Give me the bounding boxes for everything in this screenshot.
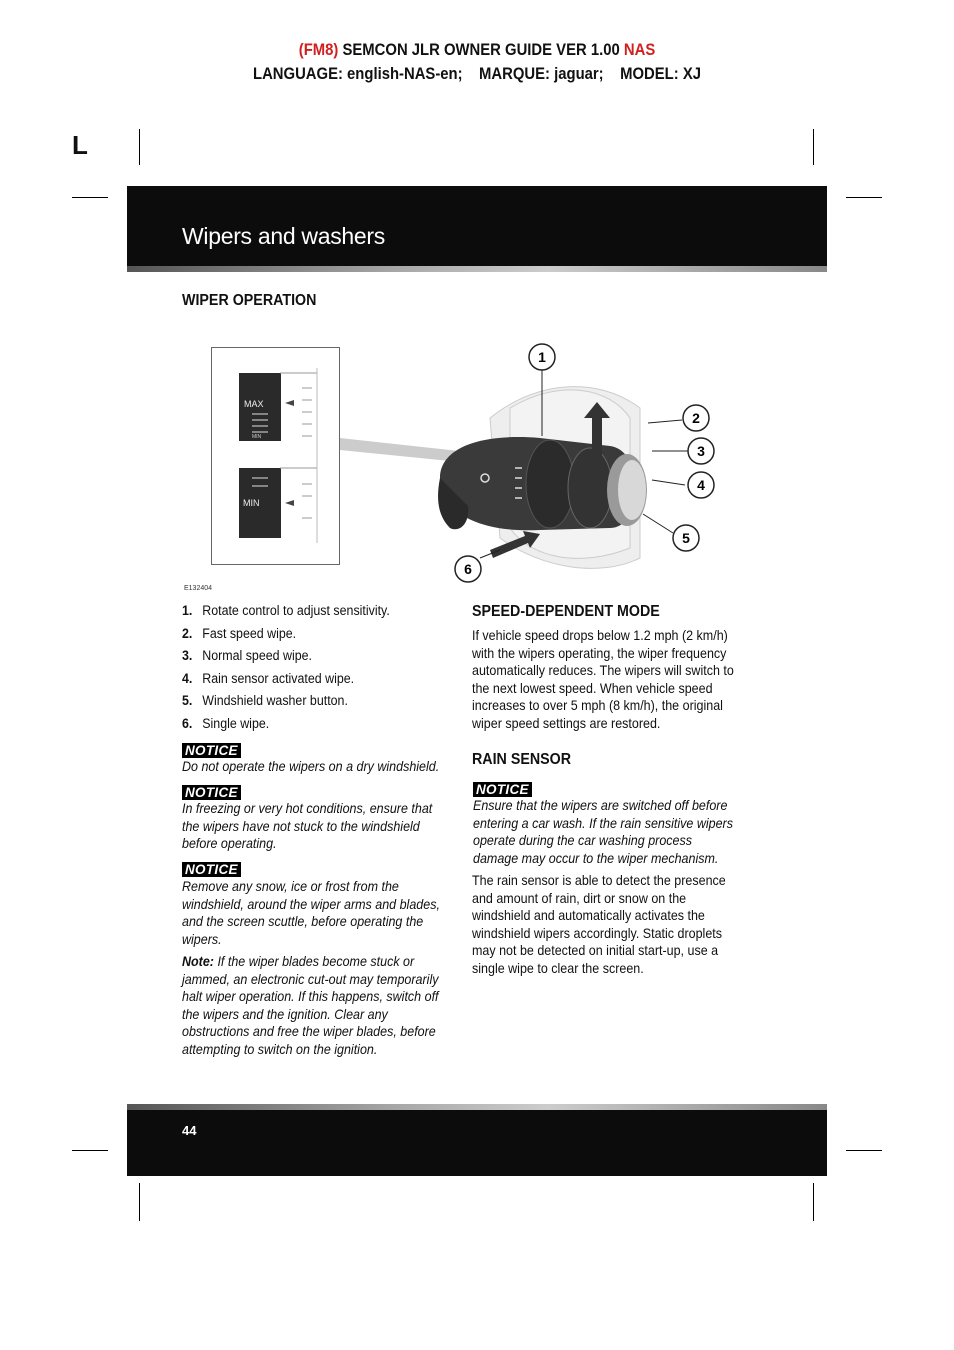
notice-badge: NOTICE xyxy=(473,782,532,797)
wiper-stalk-illustration xyxy=(340,338,740,588)
inset-max-label: MAX xyxy=(244,399,264,409)
notice-badge: NOTICE xyxy=(182,785,241,800)
corner-mark: L xyxy=(72,130,88,160)
crop-mark xyxy=(139,1183,140,1221)
note-label: Note: xyxy=(182,954,214,969)
inset-min-label: MIN xyxy=(243,498,260,508)
list-item: 4. Rain sensor activated wipe. xyxy=(182,670,355,686)
list-item: 6. Single wipe. xyxy=(182,715,270,731)
page-number: 44 xyxy=(182,1123,197,1138)
callout-6: 6 xyxy=(464,561,472,577)
header-code: (FM8) xyxy=(298,41,339,59)
svg-text:MIN: MIN xyxy=(252,434,262,440)
figure-code: E132404 xyxy=(184,585,213,592)
title-divider xyxy=(127,266,827,272)
crop-mark xyxy=(72,197,108,198)
notice-badge: NOTICE xyxy=(182,743,241,758)
callout-1: 1 xyxy=(538,349,546,365)
crop-mark xyxy=(813,129,814,165)
notice-text: In freezing or very hot conditions, ensure that the wipers have not stuck to the windshield before operating. xyxy=(182,801,433,852)
rain-sensor-heading: RAIN SENSOR xyxy=(472,751,572,768)
list-item: 2. Fast speed wipe. xyxy=(182,625,297,641)
callout-3: 3 xyxy=(697,443,705,459)
list-item: 5. Windshield washer button. xyxy=(182,693,348,708)
list-item: 3. Normal speed wipe. xyxy=(182,648,313,663)
note-paragraph xyxy=(182,953,449,1059)
notice-text: Ensure that the wipers are switched off before entering a car wash. If the rain sensitive wipers operate during the car washing process damage may occur to the wiper mechanism. xyxy=(473,798,733,866)
crop-mark xyxy=(846,197,882,198)
wiper-controls-list xyxy=(182,601,452,736)
page-title: Wipers and washers xyxy=(182,223,385,249)
print-header-line2: LANGUAGE: english-NAS-en; MARQUE: jaguar; MODEL: XJ xyxy=(252,65,701,83)
callout-5: 5 xyxy=(682,530,690,546)
footer-bar xyxy=(127,1110,827,1176)
crop-mark xyxy=(72,1150,108,1151)
notice-badge: NOTICE xyxy=(182,862,241,877)
note-text: If the wiper blades become stuck or jammed, an electronic cut-out may temporarily halt wiper operation. If this happens, switch off the wipers and the ignition. Clear any obstructions and free the wiper blades, before attempting to switch on the ignition. xyxy=(182,954,439,1057)
header-guide-title: SEMCON JLR OWNER GUIDE VER 1.00 xyxy=(342,41,620,59)
figure-inset xyxy=(211,347,340,565)
crop-mark xyxy=(846,1150,882,1151)
callout-2: 2 xyxy=(692,410,700,426)
inset-illustration xyxy=(212,348,339,564)
crop-mark xyxy=(813,1183,814,1221)
speed-dependent-text: If vehicle speed drops below 1.2 mph (2 km/h) with the wipers operating, the wiper frequency automatically reduces. The wipers will switch to the next lowest speed. When vehicle speed increases to over 5 mph (8 km/h), the original wiper speed settings are restored. xyxy=(472,628,734,731)
speed-dependent-heading: SPEED-DEPENDENT MODE xyxy=(472,603,660,620)
rain-sensor-text: The rain sensor is able to detect the presence and amount of rain, dirt or snow on the windshield and automatically activates the windshield wipers accordingly. Static droplets may not be detected on initial start-up, use a single wipe to clear the screen. xyxy=(472,873,726,976)
notice-text: Do not operate the wipers on a dry windshield. xyxy=(182,759,440,774)
title-bar xyxy=(127,186,827,269)
list-item: 1. Rotate control to adjust sensitivity. xyxy=(182,603,390,618)
print-header-line1 xyxy=(48,41,907,60)
wiper-operation-heading: WIPER OPERATION xyxy=(182,292,317,309)
callout-4: 4 xyxy=(697,477,705,493)
header-region: NAS xyxy=(623,41,656,59)
crop-mark xyxy=(139,129,140,165)
notice-text: Remove any snow, ice or frost from the windshield, around the wiper arms and blades, and the screen scuttle, before operating the wipers. xyxy=(182,879,440,947)
